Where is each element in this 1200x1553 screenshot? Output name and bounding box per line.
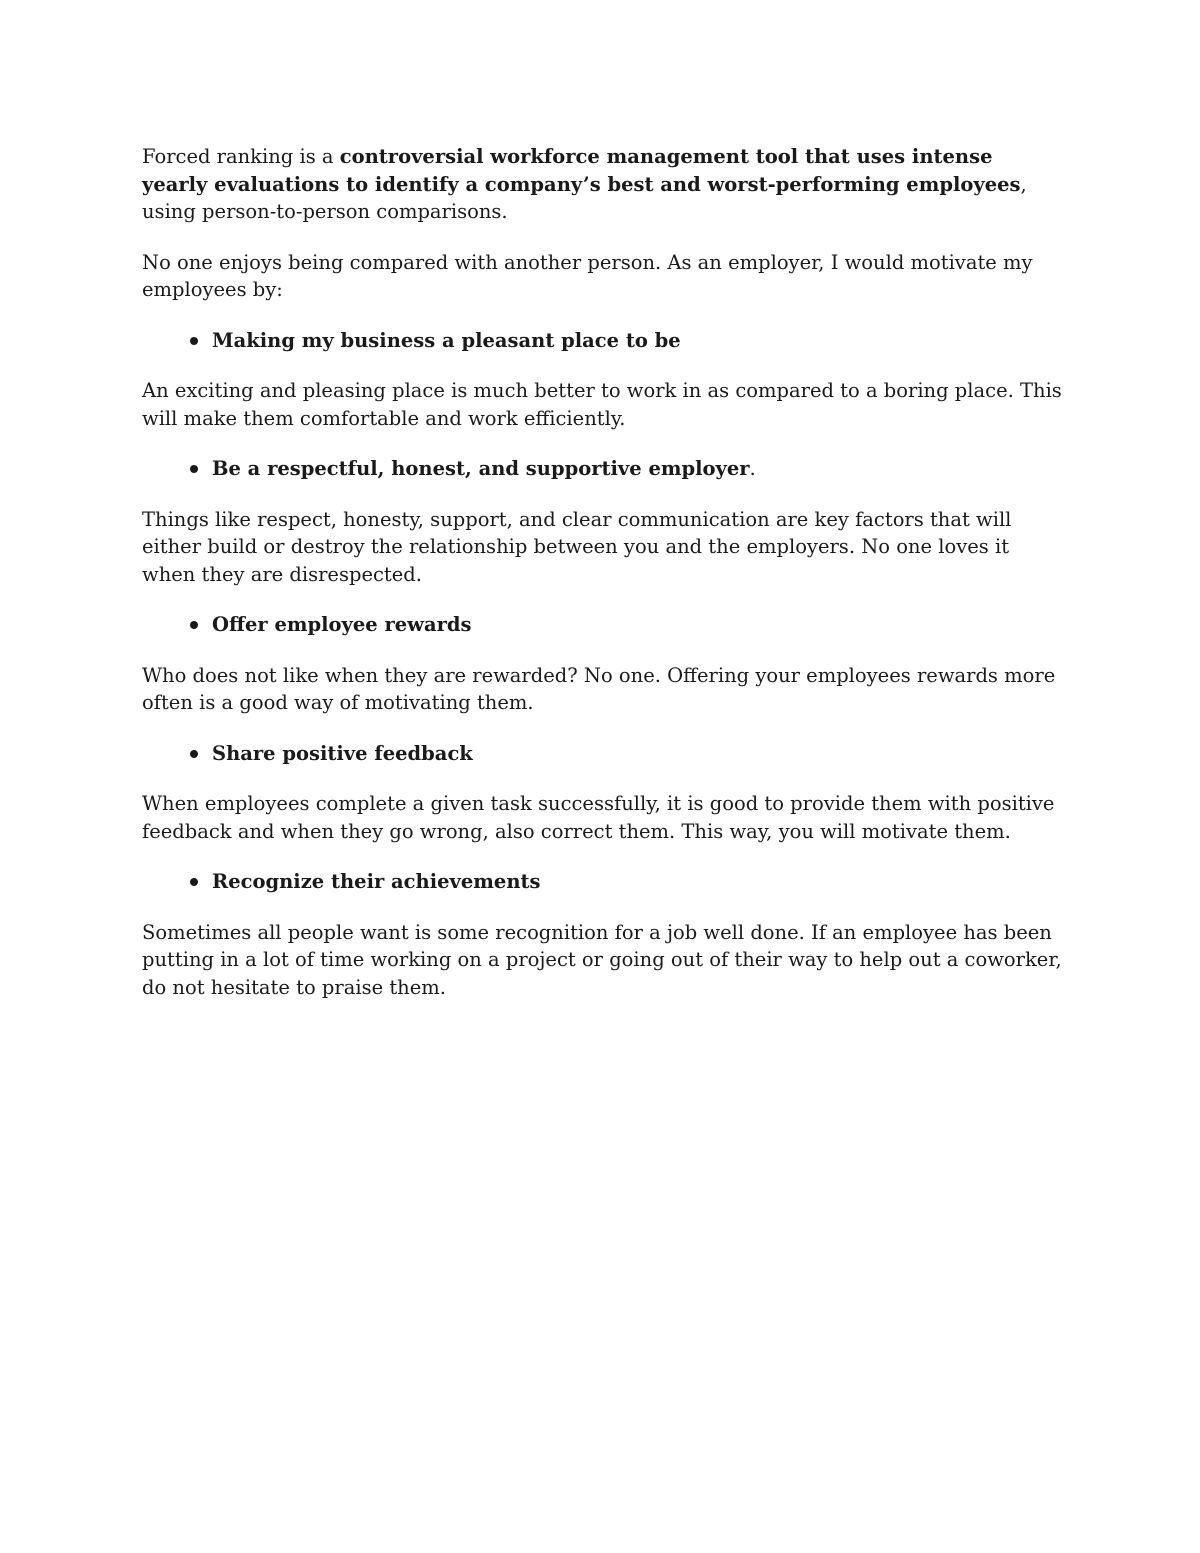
bullet-heading bbox=[142, 455, 1062, 483]
bullet-icon bbox=[190, 337, 198, 345]
bullet-heading-text: Recognize their achievements bbox=[212, 870, 541, 893]
bullet-heading bbox=[142, 611, 1062, 639]
lead-paragraph: No one enjoys being compared with another person. As an employer, I would motivate my employees by: bbox=[142, 250, 1033, 301]
section-body: Things like respect, honesty, support, and clear communication are key factors that will either build or destroy the relationship between you and the employers. No one loves it when they are disrespected. bbox=[142, 507, 1012, 586]
intro-bold: controversial workforce management tool that uses intense yearly evaluations to identify a company’s best and worst-performing employees bbox=[142, 145, 1021, 196]
bullet-icon bbox=[190, 878, 198, 886]
bullet-heading-text: Making my business a pleasant place to be bbox=[212, 328, 681, 352]
section-body: An exciting and pleasing place is much better to work in as compared to a boring place. This will make them comfortable and work efficiently. bbox=[142, 379, 1062, 430]
bullet-icon bbox=[190, 465, 198, 473]
bullet-heading-text: Offer employee rewards bbox=[212, 613, 472, 636]
bullet-heading bbox=[142, 327, 1062, 355]
bullet-heading-text: Be a respectful, honest, and supportive employer bbox=[212, 457, 750, 480]
document-page bbox=[142, 143, 1062, 1024]
bullet-heading-suffix: . bbox=[749, 457, 756, 480]
bullet-heading bbox=[142, 740, 1062, 768]
intro-paragraph bbox=[142, 143, 1062, 226]
bullet-icon bbox=[190, 621, 198, 629]
bullet-heading bbox=[142, 868, 1062, 896]
intro-prefix: Forced ranking is a bbox=[142, 145, 340, 168]
bullet-heading-text: Share positive feedback bbox=[212, 741, 473, 765]
bullet-icon bbox=[190, 750, 198, 758]
section-body: Sometimes all people want is some recognition for a job well done. If an employee has been putting in a lot of time working on a project or going out of their way to help out a coworker, do not hesitate to praise them. bbox=[142, 920, 1062, 999]
section-body: Who does not like when they are rewarded? No one. Offering your employees rewards more often is a good way of motivating them. bbox=[142, 663, 1056, 714]
intro-suffix: , using person-to-person comparisons. bbox=[142, 172, 1027, 223]
section-body: When employees complete a given task successfully, it is good to provide them with positive feedback and when they go wrong, also correct them. This way, you will motivate them. bbox=[142, 792, 1055, 843]
